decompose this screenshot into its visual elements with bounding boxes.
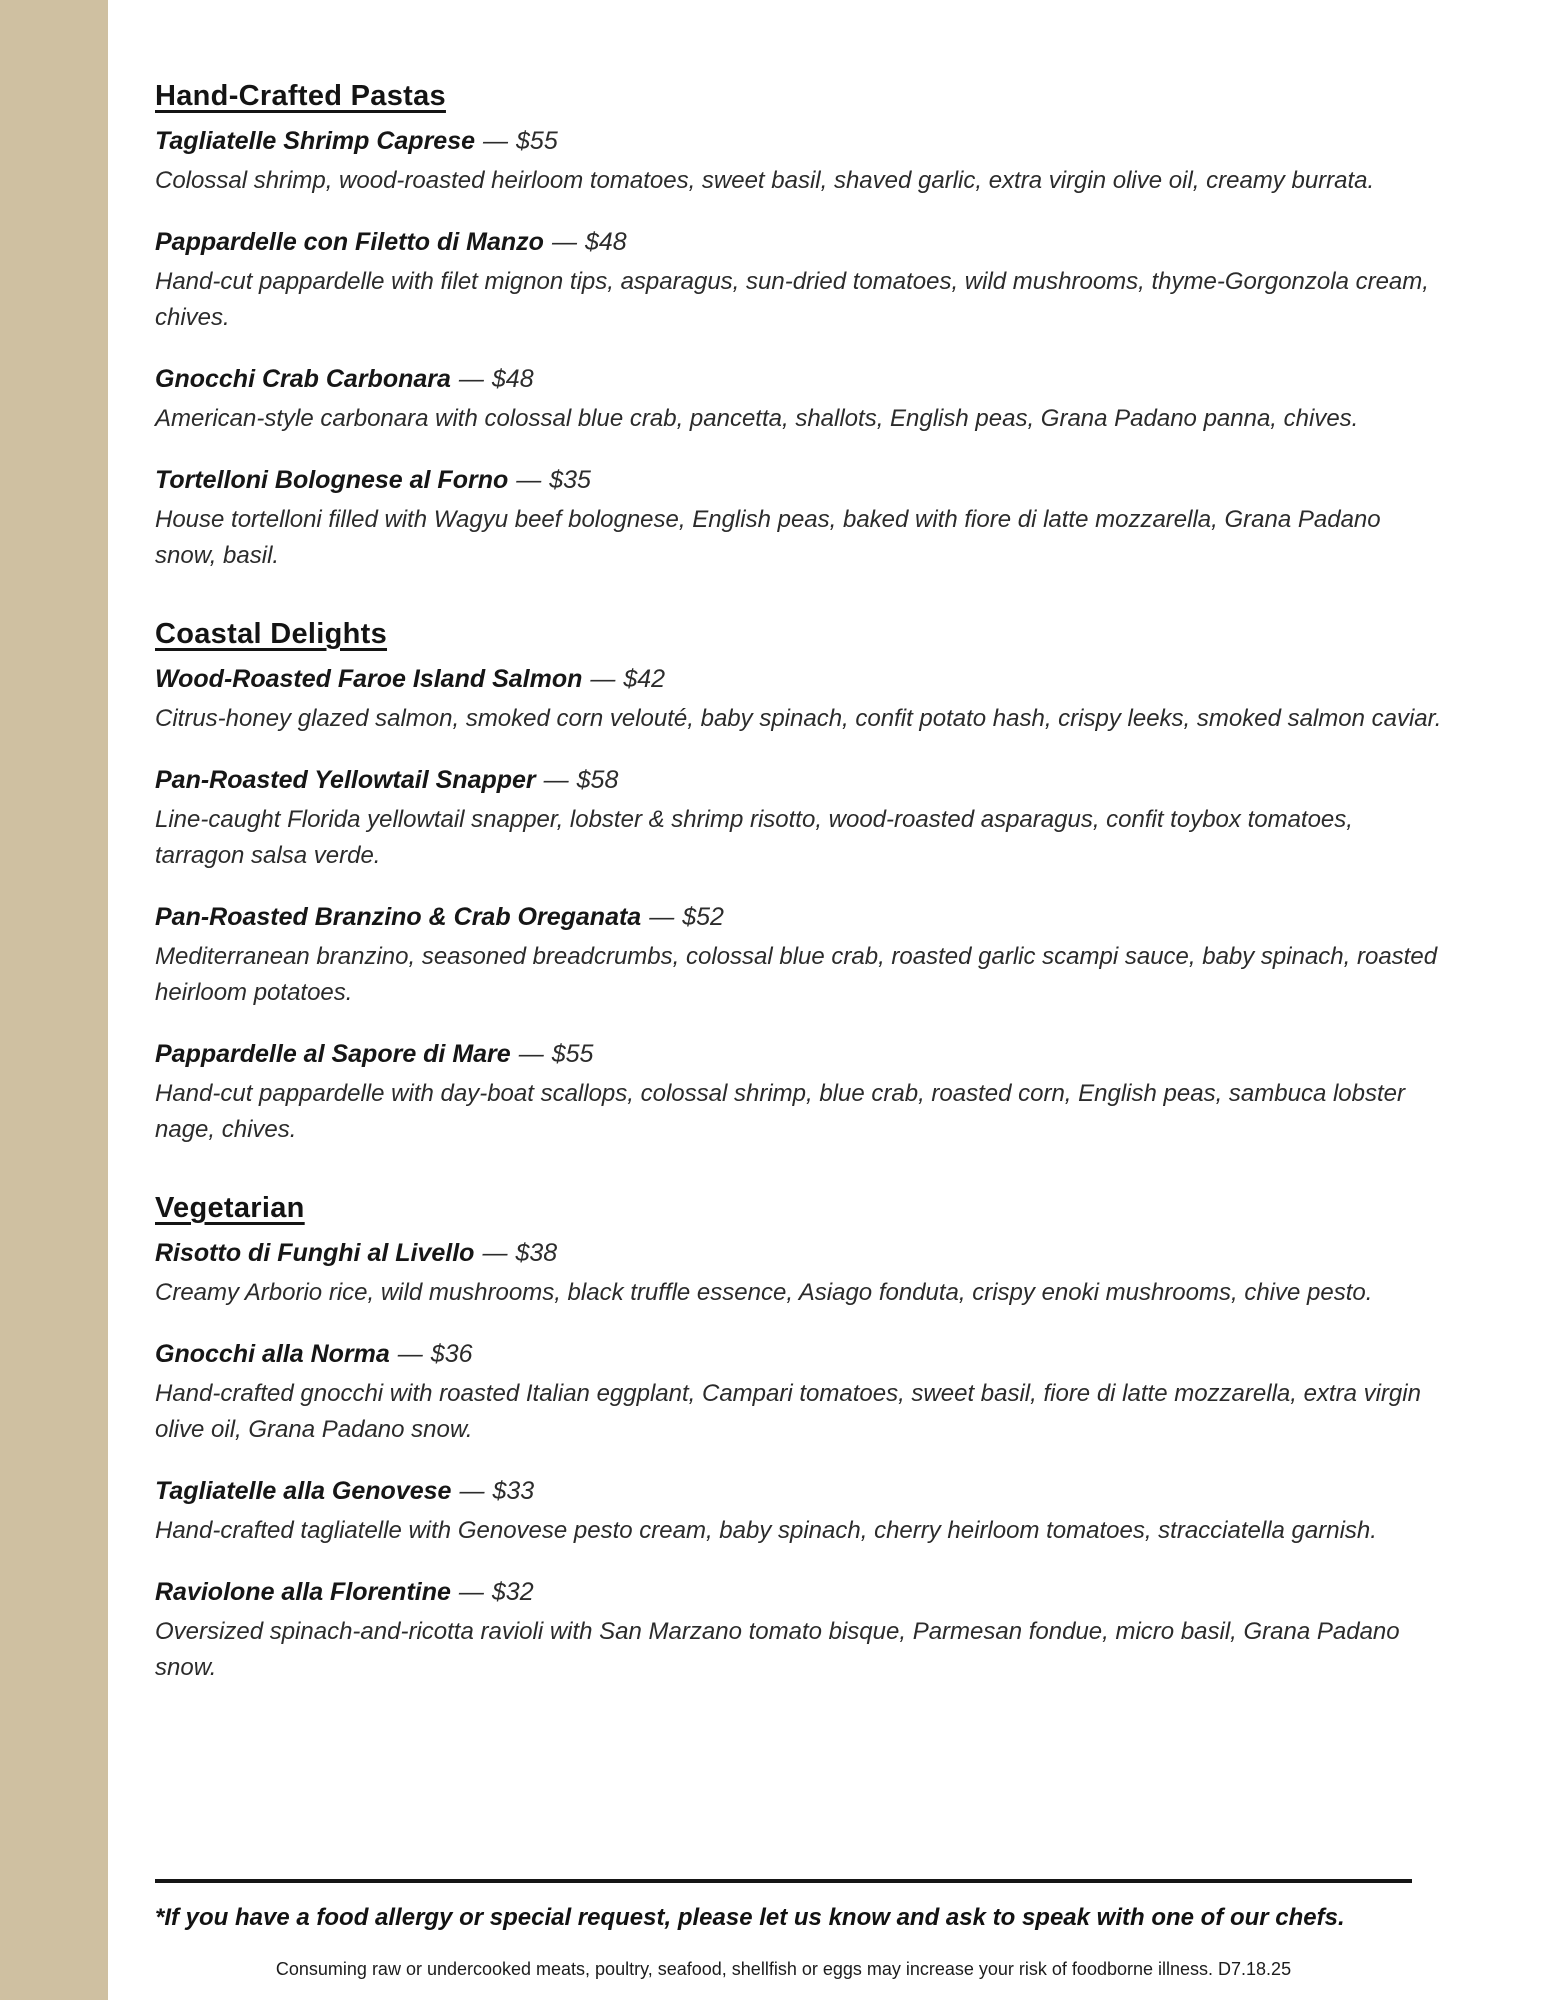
menu-item-tagliatelle-shrimp-caprese bbox=[155, 127, 1445, 199]
menu-content bbox=[155, 80, 1445, 1730]
item-price: $55 bbox=[516, 127, 558, 155]
menu-section-coastal-delights bbox=[155, 618, 1445, 1148]
price-separator: — bbox=[518, 1040, 544, 1068]
left-accent-stripe bbox=[0, 0, 108, 2000]
price-separator: — bbox=[483, 127, 509, 155]
price-separator: — bbox=[459, 1477, 485, 1505]
menu-item-tortelloni-bolognese-al-forno bbox=[155, 466, 1445, 574]
section-title: Coastal Delights bbox=[155, 618, 388, 650]
item-title-line bbox=[155, 1477, 1445, 1506]
item-title-line bbox=[155, 365, 1445, 394]
item-name: Risotto di Funghi al Livello bbox=[155, 1239, 475, 1267]
item-description: Citrus-honey glazed salmon, smoked corn velouté, baby spinach, confit potato hash, crispy leeks, smoked salmon caviar. bbox=[155, 705, 1442, 732]
item-price: $48 bbox=[584, 228, 627, 256]
item-title-line bbox=[155, 127, 1445, 156]
item-title-line bbox=[155, 466, 1445, 495]
item-title-line bbox=[155, 1239, 1445, 1268]
menu-section-hand-crafted-pastas bbox=[155, 80, 1445, 574]
item-price: $55 bbox=[551, 1040, 594, 1068]
allergy-note: *If you have a food allergy or special request, please let us know and ask to speak with one of our chefs. bbox=[155, 1904, 1345, 1931]
menu-item-pan-roasted-yellowtail-snapper bbox=[155, 766, 1445, 874]
item-description: Hand-cut pappardelle with day-boat scallops, colossal shrimp, blue crab, roasted corn, English peas, sambuca lobster nage, chives. bbox=[155, 1080, 1405, 1143]
section-title: Vegetarian bbox=[155, 1192, 305, 1224]
item-title-line bbox=[155, 1578, 1445, 1607]
item-price: $33 bbox=[492, 1477, 535, 1505]
item-name: Wood-Roasted Faroe Island Salmon bbox=[155, 665, 583, 693]
menu-item-risotto-di-funghi-al-livello bbox=[155, 1239, 1445, 1311]
item-price: $58 bbox=[576, 766, 619, 794]
item-price: $32 bbox=[491, 1578, 534, 1606]
footer-divider bbox=[155, 1879, 1412, 1883]
item-name: Gnocchi alla Norma bbox=[155, 1340, 390, 1368]
section-title: Hand-Crafted Pastas bbox=[155, 80, 446, 112]
price-separator: — bbox=[516, 466, 542, 494]
menu-item-wood-roasted-faroe-island-salmon bbox=[155, 665, 1445, 737]
item-name: Pappardelle al Sapore di Mare bbox=[155, 1040, 511, 1068]
item-price: $48 bbox=[491, 365, 534, 393]
menu-item-pappardelle-al-sapore-di-mare bbox=[155, 1040, 1445, 1148]
menu-item-pan-roasted-branzino-crab-oreganata bbox=[155, 903, 1445, 1011]
menu-footer bbox=[155, 1879, 1412, 1980]
price-separator: — bbox=[590, 665, 616, 693]
menu-item-raviolone-alla-florentine bbox=[155, 1578, 1445, 1686]
item-name: Raviolone alla Florentine bbox=[155, 1578, 451, 1606]
menu-item-gnocchi-crab-carbonara bbox=[155, 365, 1445, 437]
item-name: Pan-Roasted Branzino & Crab Oreganata bbox=[155, 903, 642, 931]
price-separator: — bbox=[482, 1239, 508, 1267]
item-description: Hand-crafted tagliatelle with Genovese pesto cream, baby spinach, cherry heirloom tomatoes, stracciatella garnish. bbox=[155, 1517, 1377, 1544]
menu-item-tagliatelle-alla-genovese bbox=[155, 1477, 1445, 1549]
item-name: Tagliatelle Shrimp Caprese bbox=[155, 127, 476, 155]
price-separator: — bbox=[458, 365, 484, 393]
price-separator: — bbox=[458, 1578, 484, 1606]
price-separator: — bbox=[397, 1340, 423, 1368]
menu-item-pappardelle-con-filetto-di-manzo bbox=[155, 228, 1445, 336]
price-separator: — bbox=[543, 766, 569, 794]
item-description: Creamy Arborio rice, wild mushrooms, black truffle essence, Asiago fonduta, crispy enoki mushrooms, chive pesto. bbox=[155, 1279, 1373, 1306]
item-description: Line-caught Florida yellowtail snapper, lobster & shrimp risotto, wood-roasted asparagus, confit toybox tomatoes, tarragon salsa verde. bbox=[155, 806, 1353, 869]
item-title-line bbox=[155, 903, 1445, 932]
item-name: Tagliatelle alla Genovese bbox=[155, 1477, 452, 1505]
item-name: Pan-Roasted Yellowtail Snapper bbox=[155, 766, 536, 794]
item-description: Mediterranean branzino, seasoned breadcrumbs, colossal blue crab, roasted garlic scampi sauce, baby spinach, roasted heirloom potatoes. bbox=[155, 943, 1438, 1006]
item-title-line bbox=[155, 1340, 1445, 1369]
item-price: $36 bbox=[430, 1340, 473, 1368]
item-description: House tortelloni filled with Wagyu beef bolognese, English peas, baked with fiore di latte mozzarella, Grana Padano snow, basil. bbox=[155, 506, 1381, 569]
item-name: Pappardelle con Filetto di Manzo bbox=[155, 228, 544, 256]
item-description: Colossal shrimp, wood-roasted heirloom tomatoes, sweet basil, shaved garlic, extra virgin olive oil, creamy burrata. bbox=[155, 167, 1375, 194]
price-separator: — bbox=[649, 903, 675, 931]
item-price: $52 bbox=[682, 903, 724, 931]
item-description: Oversized spinach-and-ricotta ravioli with San Marzano tomato bisque, Parmesan fondue, micro basil, Grana Padano snow. bbox=[155, 1618, 1400, 1681]
item-price: $38 bbox=[515, 1239, 558, 1267]
menu-item-gnocchi-alla-norma bbox=[155, 1340, 1445, 1448]
item-title-line bbox=[155, 665, 1445, 694]
item-price: $35 bbox=[549, 466, 591, 494]
menu-section-vegetarian bbox=[155, 1192, 1445, 1686]
item-description: Hand-crafted gnocchi with roasted Italian eggplant, Campari tomatoes, sweet basil, fiore di latte mozzarella, extra virgin olive oil, Grana Padano snow. bbox=[155, 1380, 1421, 1443]
item-description: Hand-cut pappardelle with filet mignon tips, asparagus, sun-dried tomatoes, wild mushrooms, thyme-Gorgonzola cream, chives. bbox=[155, 268, 1429, 331]
item-name: Gnocchi Crab Carbonara bbox=[155, 365, 451, 393]
item-description: American-style carbonara with colossal blue crab, pancetta, shallots, English peas, Grana Padano panna, chives. bbox=[155, 405, 1359, 432]
item-name: Tortelloni Bolognese al Forno bbox=[155, 466, 509, 494]
price-separator: — bbox=[551, 228, 577, 256]
item-price: $42 bbox=[623, 665, 666, 693]
consumption-disclaimer: Consuming raw or undercooked meats, poultry, seafood, shellfish or eggs may increase your risk of foodborne illness. D7.18.25 bbox=[275, 1959, 1292, 1979]
item-title-line bbox=[155, 228, 1445, 257]
item-title-line bbox=[155, 766, 1445, 795]
item-title-line bbox=[155, 1040, 1445, 1069]
